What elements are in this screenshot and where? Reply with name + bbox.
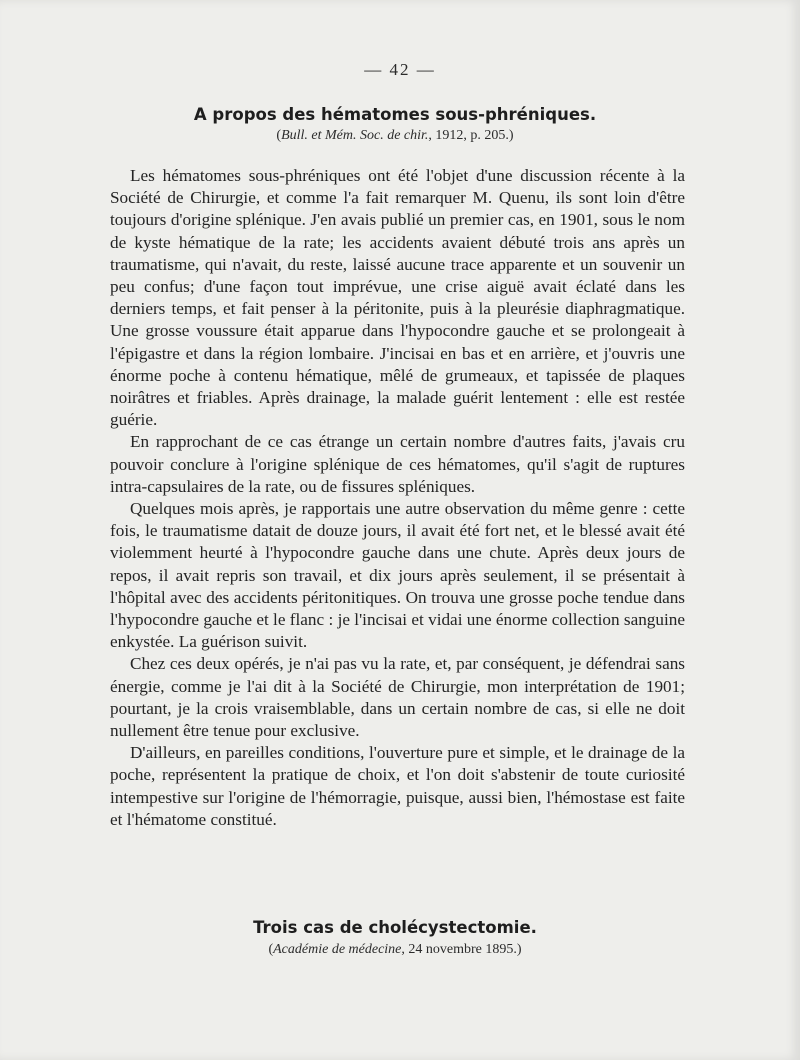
paragraph: D'ailleurs, en pareilles conditions, l'ouverture pure et simple, et le drainage de la poche, représentent la pratique de choix, et l'on doit s'abstenir de toute curiosité intempestive sur l'origine de l'hémorragie, puisque, aussi bien, l'hémostase est faite et l'hématome constitué. xyxy=(110,743,685,829)
paragraph: Chez ces deux opérés, je n'ai pas vu la rate, et, par conséquent, je défendrai sans énergie, comme je l'ai dit à la Société de Chirurgie, mon interprétation de 1901; pourtant, je la crois vraisemblable, dans un certain nombre de cas, si elle ne doit nullement être tenue pour exclusive. xyxy=(110,654,685,741)
reference-details: , 24 novembre 1895.) xyxy=(401,942,522,957)
paragraph: En rapprochant de ce cas étrange un certain nombre d'autres faits, j'avais cru pouvoir conclure à l'origine splénique de ces hématomes, qu'il s'agit de ruptures intra-capsulaires de la rate, ou de fissures spléniques. xyxy=(110,432,685,496)
paragraph: Quelques mois après, je rapportais une autre observation du même genre : cette fois, le traumatisme datait de douze jours, il avait été fort net, et le blessé avait été violemment heurté à l'hypocondre gauche dans une chute. Après deux jours de repos, il avait repris son travail, et dix jours après seulement, il se présentait à l'hôpital avec des accidents péritonitiques. On trouva une grosse poche tendue dans l'hypocondre gauche et le flanc : je l'incisai et vidai une énorme collection sanguine enkystée. La guérison suivit. xyxy=(110,499,685,652)
article-title: Trois cas de cholécystectomie. xyxy=(253,918,537,937)
paragraph: Les hématomes sous-phréniques ont été l'objet d'une discussion récente à la Société de Chirurgie, et comme l'a fait remarquer M. Quenu, ils sont loin d'être toujours d'origine splénique. J'en avais publié un premier cas, en 1901, sous le nom de kyste hématique de la rate; les accidents avaient débuté trois ans après un traumatisme, qui n'avait, du reste, laissé aucune trace apparente et un souvenir un peu confus; d'une façon tout imprévue, une crise aiguë avait éclaté dans les derniers temps, et fait penser à la péritonite, puis à la pleurésie diaphragmatique. Une grosse voussure était apparue dans l'hypocondre gauche et se prolongeait à l'épigastre et dans la région lombaire. J'incisai en bas et en arrière, et j'ouvris une énorme poche à contenu hématique, mêlé de grumeaux, et tapissée de plaques noirâtres et friables. Après drainage, la malade guérit lentement : elle est restée guérie. xyxy=(110,166,685,430)
article-reference: (Bull. et Mém. Soc. de chir., 1912, p. 205.) xyxy=(276,128,514,143)
reference-details: , 1912, p. 205.) xyxy=(428,128,514,143)
reference-source: Bull. et Mém. Soc. de chir. xyxy=(281,128,429,143)
page-number: — 42 — xyxy=(364,60,436,79)
article-body xyxy=(110,165,685,831)
reference-source: Académie de médecine xyxy=(273,942,402,957)
article-reference: (Académie de médecine, 24 novembre 1895.) xyxy=(268,942,522,957)
article-title: A propos des hématomes sous-phréniques. xyxy=(193,105,597,124)
